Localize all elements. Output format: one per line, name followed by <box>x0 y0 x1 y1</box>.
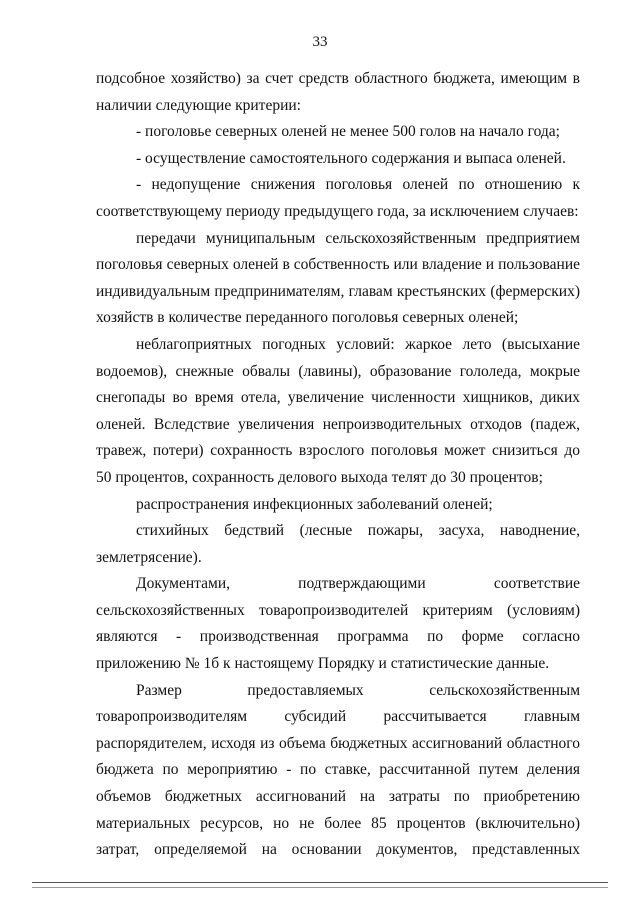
paragraph-subsidy-size: Размер предоставляемых сельскохозяйственным товаропроизводителям субсидий рассчитывается главным распорядителем, исходя из объема бюджетных ассигнований областного бюджета по мероприятию - по ставке, рассчитанной путем деления объемов бюджетных ассигнований на затраты по приобретению материальных ресурсов, но не более 85 процентов (включительно) затрат, определяемой на основании документов, представленных <box>96 681 580 859</box>
paragraph-continuation: подсобное хозяйство) за счет средств областного бюджета, имеющим в наличии следующие критерии: <box>96 70 580 114</box>
criterion-independent-grazing: - осуществление самостоятельного содержания и выпаса оленей. <box>136 149 566 167</box>
criterion-herd-size: - поголовье северных оленей не менее 500 голов на начало года; <box>136 123 560 141</box>
exception-disasters: стихийных бедствий (лесные пожары, засуха, наводнение, землетрясение). <box>96 522 580 566</box>
exception-infection: распространения инфекционных заболеваний оленей; <box>136 495 493 513</box>
exception-weather: неблагоприятных погодных условий: жаркое лето (высыхание водоемов), снежные обвалы (лавины), образование гололеда, мокрые снегопады во время отела, увеличение численности хищников, диких оленей. Вследствие увеличения непроизводительных отходов (падеж, травеж, потери) сохранность взрослого поголовья может снизиться до 50 процентов, сохранность делового выхода телят до 30 процентов; <box>96 335 580 486</box>
paragraph-documents: Документами, подтверждающими соответствие сельскохозяйственных товаропроизводителей критериям (условиям) являются - производственная программа по форме согласно приложению № 1б к настоящему Порядку и статистические данные. <box>96 575 580 673</box>
document-body <box>96 66 580 864</box>
page-number: 33 <box>312 34 328 50</box>
bottom-scan-edge <box>32 882 608 883</box>
bottom-scan-edge-shadow <box>32 887 608 888</box>
criterion-no-herd-reduction: - недопущение снижения поголовья оленей по отношению к соответствующему периоду предыдущего года, за исключением случаев: <box>96 176 580 220</box>
exception-transfer: передачи муниципальным сельскохозяйственным предприятием поголовья северных оленей в собственность или владение и пользование индивидуальным предпринимателям, главам крестьянских (фермерских) хозяйств в количестве переданного поголовья северных оленей; <box>96 229 580 327</box>
